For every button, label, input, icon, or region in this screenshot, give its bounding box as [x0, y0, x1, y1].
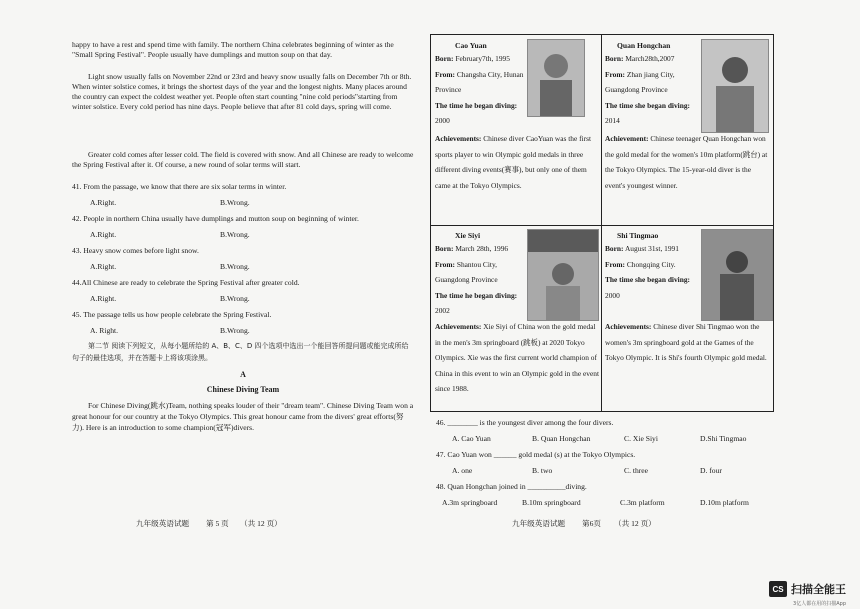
cell-cao-yuan-bio: Born: February7th, 1995 From: Changsha City, Hunan Province The time he began diving: 2000 [435, 54, 524, 126]
photo-xie-siyi [527, 229, 599, 321]
cell-xie-siyi-bio: Born: March 28th, 1996 From: Shantou City, Guangdong Province The time he began diving: 2002 [435, 244, 518, 316]
q43-option-b[interactable]: B.Wrong. [220, 262, 250, 271]
q41-option-a[interactable]: A.Right. [90, 198, 117, 207]
q42-option-b[interactable]: B.Wrong. [220, 230, 250, 239]
q47-option-b[interactable]: B. two [532, 466, 553, 475]
table-divider-horizontal [431, 225, 773, 226]
footer-page: 第 5 页 [206, 519, 229, 528]
cell-quan-hongchan-achievements: Achievement: Chinese teenager Quan Hongchan won the gold medal for the women's 10m platform(跳台) at the Tokyo Olympics. The 15-year-old diver is the event's youngest winner. [605, 134, 768, 190]
scanner-logo [769, 581, 846, 597]
question-42: 42. People in northern China usually have dumplings and mutton soup on beginning of winter. [72, 214, 359, 223]
footer-total: （共 12 页） [240, 519, 282, 528]
q48-option-c[interactable]: C.3m platform [620, 498, 665, 507]
cell-xie-siyi-achievements: Achievements: Xie Siyi of China won the gold medal in the men's 3m springboard (跳板) at 2020 Tokyo Olympics. Xie was the first current world champion of China in this event to win an Olympic gold in the event since 1988. [435, 322, 600, 394]
q41-option-b[interactable]: B.Wrong. [220, 198, 250, 207]
scanner-app-name: 扫描全能王 [791, 583, 846, 596]
footer-total-right: （共 12 页） [614, 519, 656, 528]
passage-intro: For Chinese Diving(跳水)Team, nothing speaks louder of their "dream team". Chinese Diving Team won a great honour for our country at the Tokyo Olympics. This great honour came from the divers' great efforts(努力). Here is an introduction to some champion(冠军)divers. [72, 401, 414, 432]
scanner-logo-icon: CS [769, 581, 787, 597]
q43-option-a[interactable]: A.Right. [90, 262, 117, 271]
diver-name-cao-yuan: Cao Yuan [455, 41, 487, 50]
q47-option-c[interactable]: C. three [624, 466, 649, 475]
q46-option-c[interactable]: C. Xie Siyi [624, 434, 658, 443]
photo-shi-tingmao [701, 229, 773, 321]
cell-shi-tingmao-bio: Born: August 31st, 1991 From: Chongqing City. The time she began diving: 2000 [605, 244, 690, 300]
paragraph-2: Light snow usually falls on November 22nd or 23rd and heavy snow usually falls on December 7th or 8th. When winter solstice comes, it brings the shortest days of the year and the longest nights. Many places around the country can expect the coldest weather yet. People often start counting "nine cold periods"starting from winter solstice. Every cold period has nine days. People believe that after 81 cold days, spring will come. [72, 72, 412, 111]
question-43: 43. Heavy snow comes before light snow. [72, 246, 199, 255]
photo-cao-yuan [527, 39, 585, 117]
diver-name-shi-tingmao: Shi Tingmao [617, 231, 659, 240]
photo-quan-hongchan [701, 39, 769, 133]
question-48: 48. Quan Hongchan joined in __________diving. [436, 482, 587, 491]
table-divider-vertical [601, 35, 602, 411]
footer-page-right: 第6页 [582, 519, 601, 528]
question-46: 46. ________ is the youngest diver among the four divers. [436, 418, 614, 427]
cell-quan-hongchan-bio: Born: March28th,2007 From: Zhan jiang City, Guangdong Province The time she began diving: 2014 [605, 54, 690, 126]
paragraph-3: Greater cold comes after lesser cold. The field is covered with snow. And all Chinese are ready to welcome the Spring Festival after it. Of course, a new round of solar terms will start. [72, 150, 414, 169]
q44-option-b[interactable]: B.Wrong. [220, 294, 250, 303]
scanner-tagline: 3亿人都在用的扫描App [793, 601, 846, 607]
question-41: 41. From the passage, we know that there are six solar terms in winter. [72, 182, 287, 191]
q48-option-a[interactable]: A.3m springboard [442, 498, 498, 507]
q45-option-a[interactable]: A. Right. [90, 326, 119, 335]
q46-option-b[interactable]: B. Quan Hongchan [532, 434, 591, 443]
footer-subject: 九年级英语试题 [136, 519, 190, 528]
diver-name-quan-hongchan: Quan Hongchan [617, 41, 671, 50]
paragraph-1: happy to have a rest and spend time with family. The northern China celebrates beginning of winter as the "Small Spring Festival". People usually have dumplings and mutton soup on that day. [72, 40, 394, 59]
q48-option-d[interactable]: D.10m platform [700, 498, 749, 507]
cell-cao-yuan-achievements: Achievements: Chinese diver CaoYuan was the first sports player to win Olympic gold medals in three different diving events(赛事), but only one of them came at the Tokyo Olympics. [435, 134, 592, 190]
q46-option-d[interactable]: D.Shi Tingmao [700, 434, 747, 443]
diver-table [430, 34, 774, 412]
footer-subject-right: 九年级英语试题 [512, 519, 566, 528]
section-letter: A [240, 370, 246, 379]
question-44: 44.All Chinese are ready to celebrate the Spring Festival after greater cold. [72, 278, 300, 287]
passage-title: Chinese Diving Team [206, 385, 280, 394]
question-47: 47. Cao Yuan won ______ gold medal (s) at the Tokyo Olympics. [436, 450, 636, 459]
cell-shi-tingmao-achievements: Achievements: Chinese diver Shi Tingmao won the women's 3m springboard gold at the Games of the Tokyo Olympic. It is Shi's fourth Olympic gold medal. [605, 322, 767, 363]
q48-option-b[interactable]: B.10m springboard [522, 498, 581, 507]
question-45: 45. The passage tells us how people celebrate the Spring Festival. [72, 310, 272, 319]
q46-option-a[interactable]: A. Cao Yuan [452, 434, 491, 443]
q44-option-a[interactable]: A.Right. [90, 294, 117, 303]
q47-option-d[interactable]: D. four [700, 466, 722, 475]
section-2-instructions: 第二节 阅读下列短文，从每小题所给的 A、B、C、D 四个选项中选出一个能回答所提问题或能完成所给句子的最佳选项，并在答题卡上将该项涂黑。 [72, 342, 409, 362]
q47-option-a[interactable]: A. one [452, 466, 473, 475]
q45-option-b[interactable]: B.Wrong. [220, 326, 250, 335]
diver-name-xie-siyi: Xie Siyi [455, 231, 481, 240]
q42-option-a[interactable]: A.Right. [90, 230, 117, 239]
